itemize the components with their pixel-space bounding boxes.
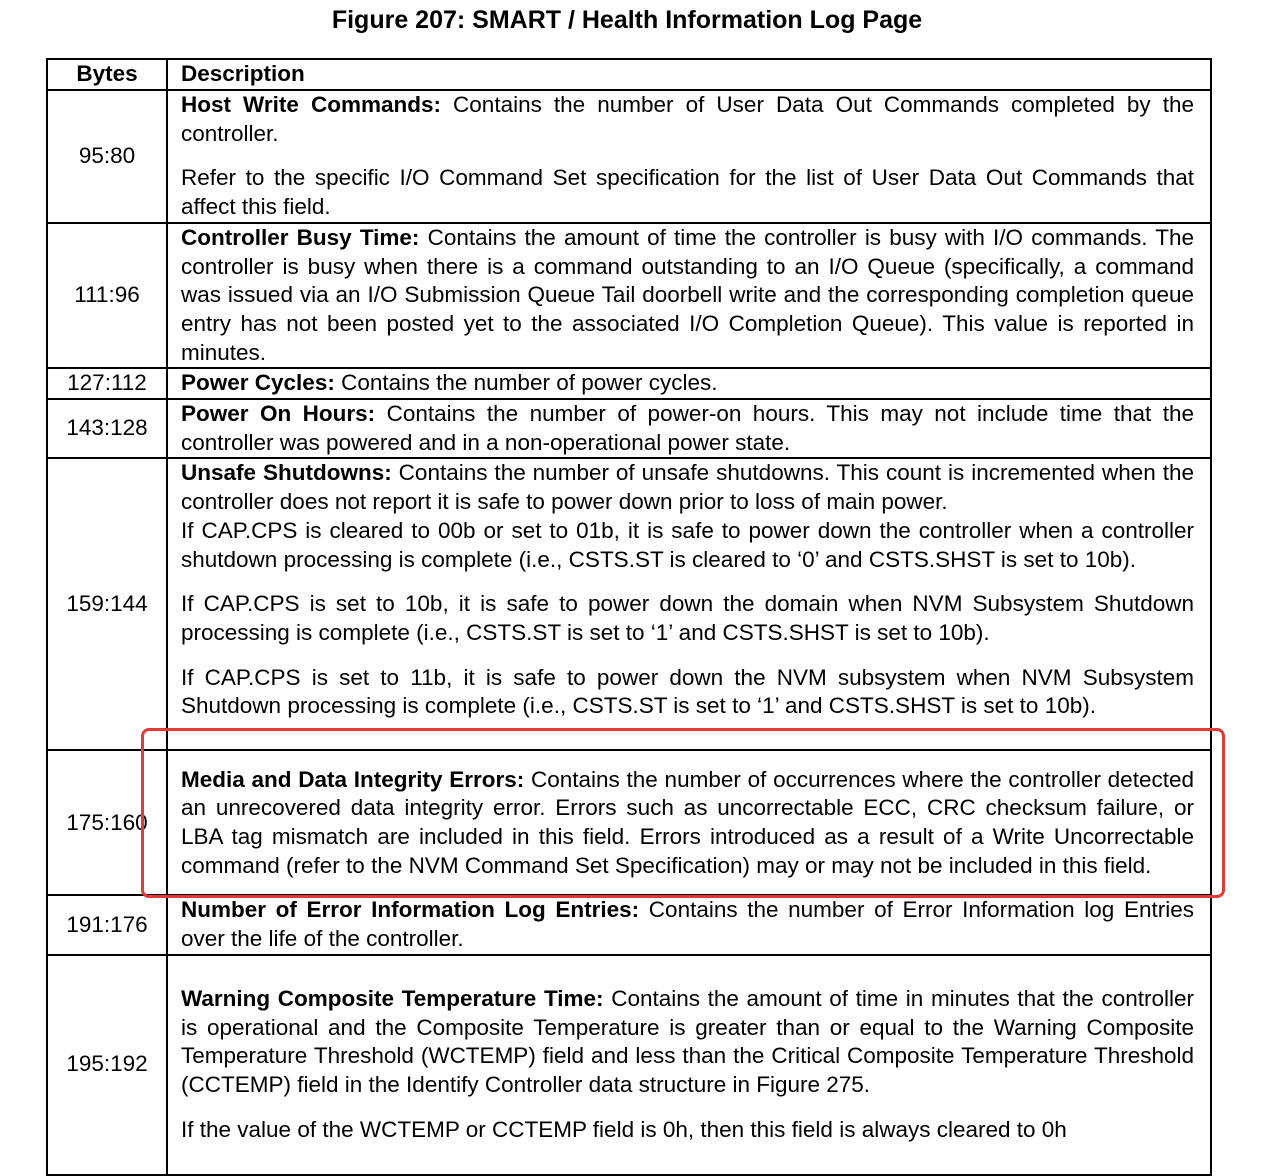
field-text: Contains the number of Error Information log Entries over the life of the controller. [181, 897, 1194, 952]
field-term: Media and Data Integrity Errors: [181, 766, 525, 792]
field-term: Power Cycles: [181, 370, 335, 396]
bytes-cell: 175:160 [47, 750, 167, 895]
description-cell [167, 458, 1211, 750]
field-paragraph: Refer to the specific I/O Command Set specification for the list of User Data Out Commands that affect this field. [181, 165, 1194, 220]
bytes-cell: 195:192 [47, 955, 167, 1175]
header-description: Description [167, 59, 1211, 90]
bytes-cell: 111:96 [47, 223, 167, 369]
field-text: Contains the number of User Data Out Commands completed by the controller. [181, 92, 1194, 146]
table-row [47, 368, 1211, 399]
field-text: Contains the amount of time the controller is busy with I/O commands. The controller is busy when there is a command outstanding to an I/O Queue (specifically, a command was issued via an I/O Submission Queue Tail doorbell write and the corresponding completion queue entry has not been posted yet to the associated I/O Completion Queue). This value is reported in minutes. [181, 224, 1194, 365]
bytes-cell: 95:80 [47, 90, 167, 223]
table-row [47, 223, 1211, 369]
description-cell [167, 895, 1211, 954]
field-text: Contains the number of power cycles. [334, 370, 718, 396]
field-term: Warning Composite Temperature Time: [181, 986, 604, 1012]
field-text: Contains the number of occurrences where the controller detected an unrecovered data integrity error. Errors such as uncorrectable ECC, CRC checksum failure, or LBA tag mismatch are included in this field. Errors introduced as a result of a Write Uncorrectable command (refer to the NVM Command Set Specification) may or may not be included in this field. [181, 766, 1194, 878]
field-term: Unsafe Shutdowns: [181, 460, 392, 486]
bytes-cell: 159:144 [47, 458, 167, 750]
field-term: Host Write Commands: [181, 92, 441, 117]
field-term: Controller Busy Time: [181, 224, 420, 250]
table-header-row [47, 59, 1211, 90]
field-term: Number of Error Information Log Entries: [181, 897, 640, 923]
field-text: Contains the number of unsafe shutdowns. This count is incremented when the controller does not report it is safe to power down prior to loss of main power. [181, 460, 1194, 515]
field-paragraph: If CAP.CPS is set to 10b, it is safe to power down the domain when NVM Subsystem Shutdown processing is complete (i.e., CSTS.ST is set to ‘1’ and CSTS.SHST is set to 10b). [181, 591, 1194, 645]
table-row [47, 895, 1211, 954]
bytes-cell: 127:112 [47, 368, 167, 399]
field-text: Contains the number of power-on hours. This may not include time that the controller was powered and in a non-operational power state. [181, 401, 1194, 455]
table-row [47, 399, 1211, 458]
bytes-cell: 191:176 [47, 895, 167, 954]
description-cell [167, 399, 1211, 458]
field-term: Power On Hours: [181, 401, 376, 427]
table-row [47, 90, 1211, 223]
field-paragraph: If the value of the WCTEMP or CCTEMP field is 0h, then this field is always cleared to 0h [181, 1116, 1067, 1142]
field-paragraph: If CAP.CPS is set to 11b, it is safe to power down the NVM subsystem when NVM Subsystem Shutdown processing is complete (i.e., CSTS.ST is set to ‘1’ and CSTS.SHST is set to 10b). [181, 664, 1194, 719]
field-paragraph: If CAP.CPS is cleared to 00b or set to 01b, it is safe to power down the controller when a controller shutdown processing is complete (i.e., CSTS.ST is cleared to ‘0’ and CSTS.SHST is set to 10b). [181, 517, 1194, 572]
figure-title: Figure 207: SMART / Health Information Log Page [331, 6, 923, 34]
table-row [47, 458, 1211, 750]
header-bytes: Bytes [47, 59, 167, 90]
bytes-cell: 143:128 [47, 399, 167, 458]
highlight-box [141, 728, 1225, 898]
description-cell [167, 368, 1211, 399]
field-text: Contains the amount of time in minutes that the controller is operational and the Composite Temperature is greater than or equal to the Warning Composite Temperature Threshold (WCTEMP) field and less than the Critical Composite Temperature Threshold (CCTEMP) field in the Identify Controller data structure in Figure 275. [181, 986, 1194, 1098]
description-cell [167, 223, 1211, 369]
description-cell [167, 90, 1211, 223]
smart-log-table [46, 58, 1212, 1176]
